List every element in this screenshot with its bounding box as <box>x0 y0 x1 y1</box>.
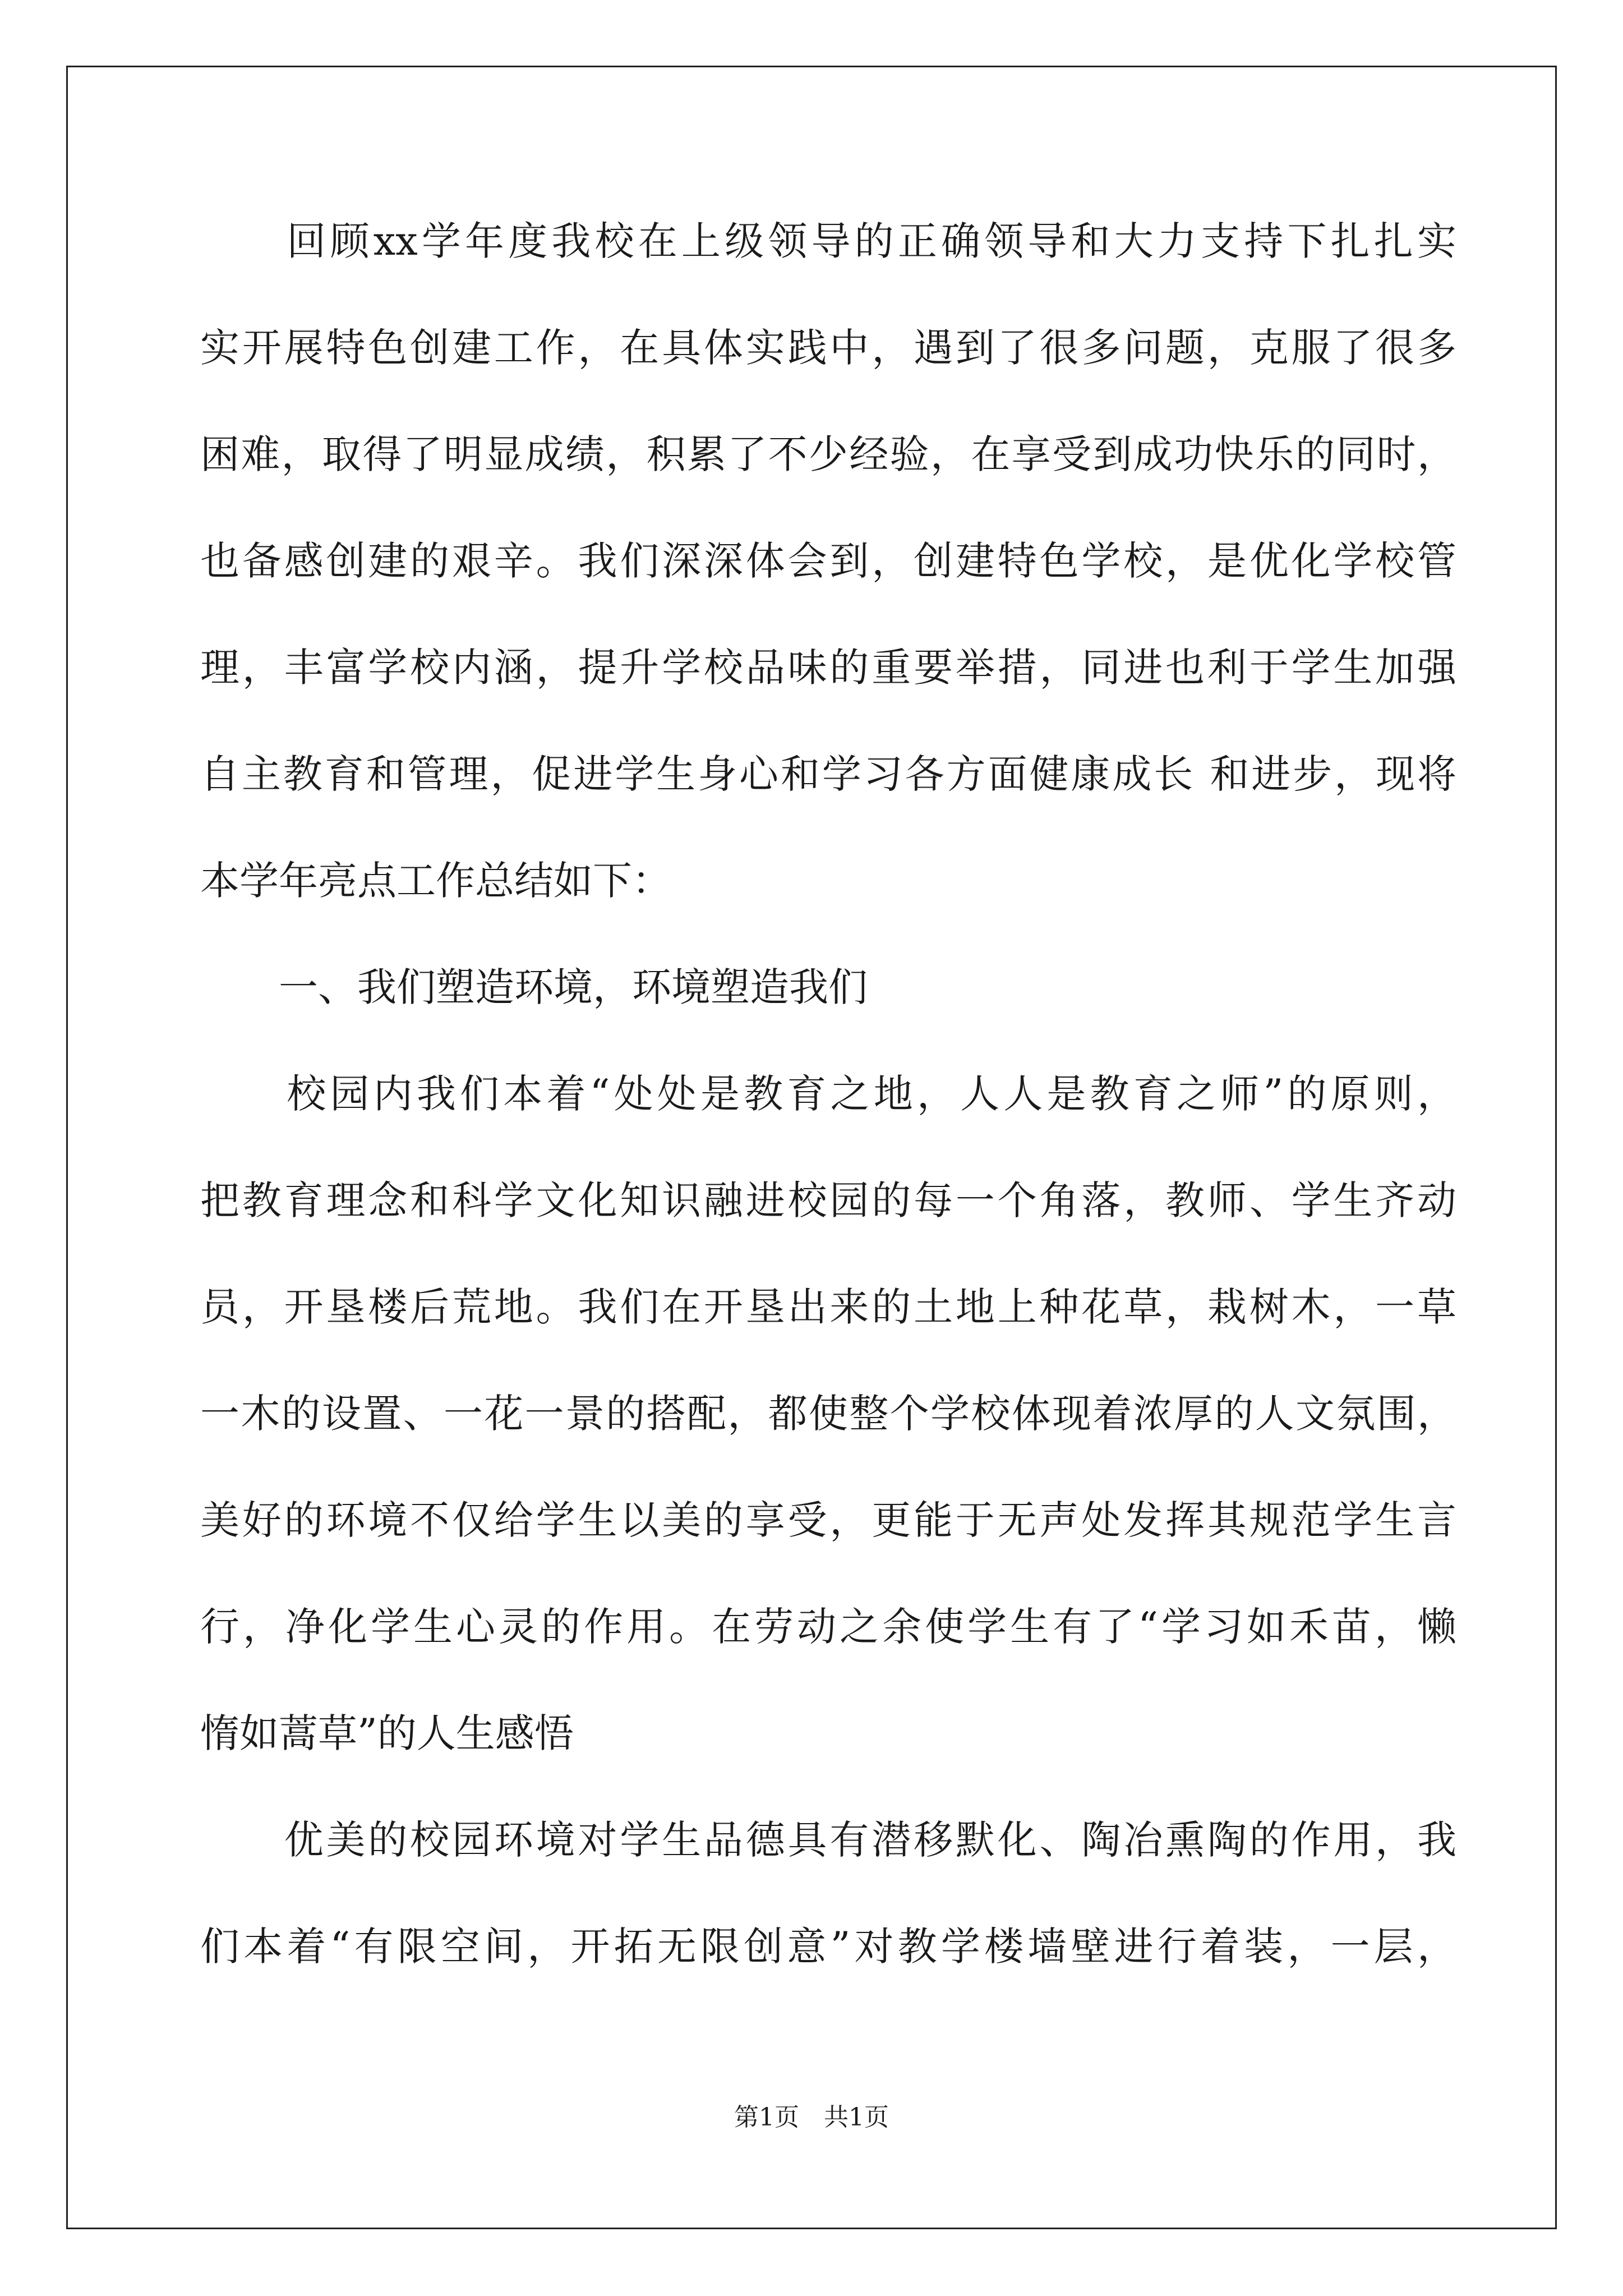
text-line: 困难，取得了明显成绩，积累了不少经验，在享受到成功快乐的同时， <box>200 431 1456 477</box>
text-line: 本学年亮点工作总结如下： <box>200 858 671 904</box>
text-line: 校园内我们本着“处处是教育之地，人人是教育之师”的原则， <box>200 1071 1456 1117</box>
text-line: 理，丰富学校内涵，提升学校品味的重要举措，同进也利于学生加强 <box>200 645 1456 691</box>
section-heading: 一、我们塑造环境，环境塑造我们 <box>200 964 868 1010</box>
text-line: 员，开垦楼后荒地。我们在开垦出来的土地上种花草，栽树木，一草 <box>200 1284 1456 1330</box>
text-line: 优美的校园环境对学生品德具有潜移默化、陶冶熏陶的作用，我 <box>200 1817 1456 1863</box>
text-line: 自主教育和管理，促进学生身心和学习各方面健康成长 和进步，现将 <box>200 751 1456 797</box>
page-border <box>66 66 1557 2229</box>
text-line: 们本着“有限空间，开拓无限创意”对教学楼墙壁进行着装，一层， <box>200 1924 1456 1970</box>
text-line: 实开展特色创建工作，在具体实践中，遇到了很多问题，克服了很多 <box>200 325 1456 371</box>
text-line: 行，净化学生心灵的作用。在劳动之余使学生有了“学习如禾苗，懒 <box>200 1604 1456 1650</box>
text-line: 一木的设置、一花一景的搭配，都使整个学校体现着浓厚的人文氛围， <box>200 1391 1456 1437</box>
text-line: 也备感创建的艰辛。我们深深体会到，创建特色学校，是优化学校管 <box>200 538 1456 584</box>
text-line: 把教育理念和科学文化知识融进校园的每一个角落，教师、学生齐动 <box>200 1177 1456 1223</box>
text-line: 惰如蒿草”的人生感悟 <box>200 1710 574 1756</box>
text-line: 回顾xx学年度我校在上级领导的正确领导和大力支持下扎扎实 <box>200 218 1456 264</box>
text-line: 美好的环境不仅给学生以美的享受，更能于无声处发挥其规范学生言 <box>200 1497 1456 1543</box>
page-footer: 第1页 共1页 <box>734 2103 889 2132</box>
